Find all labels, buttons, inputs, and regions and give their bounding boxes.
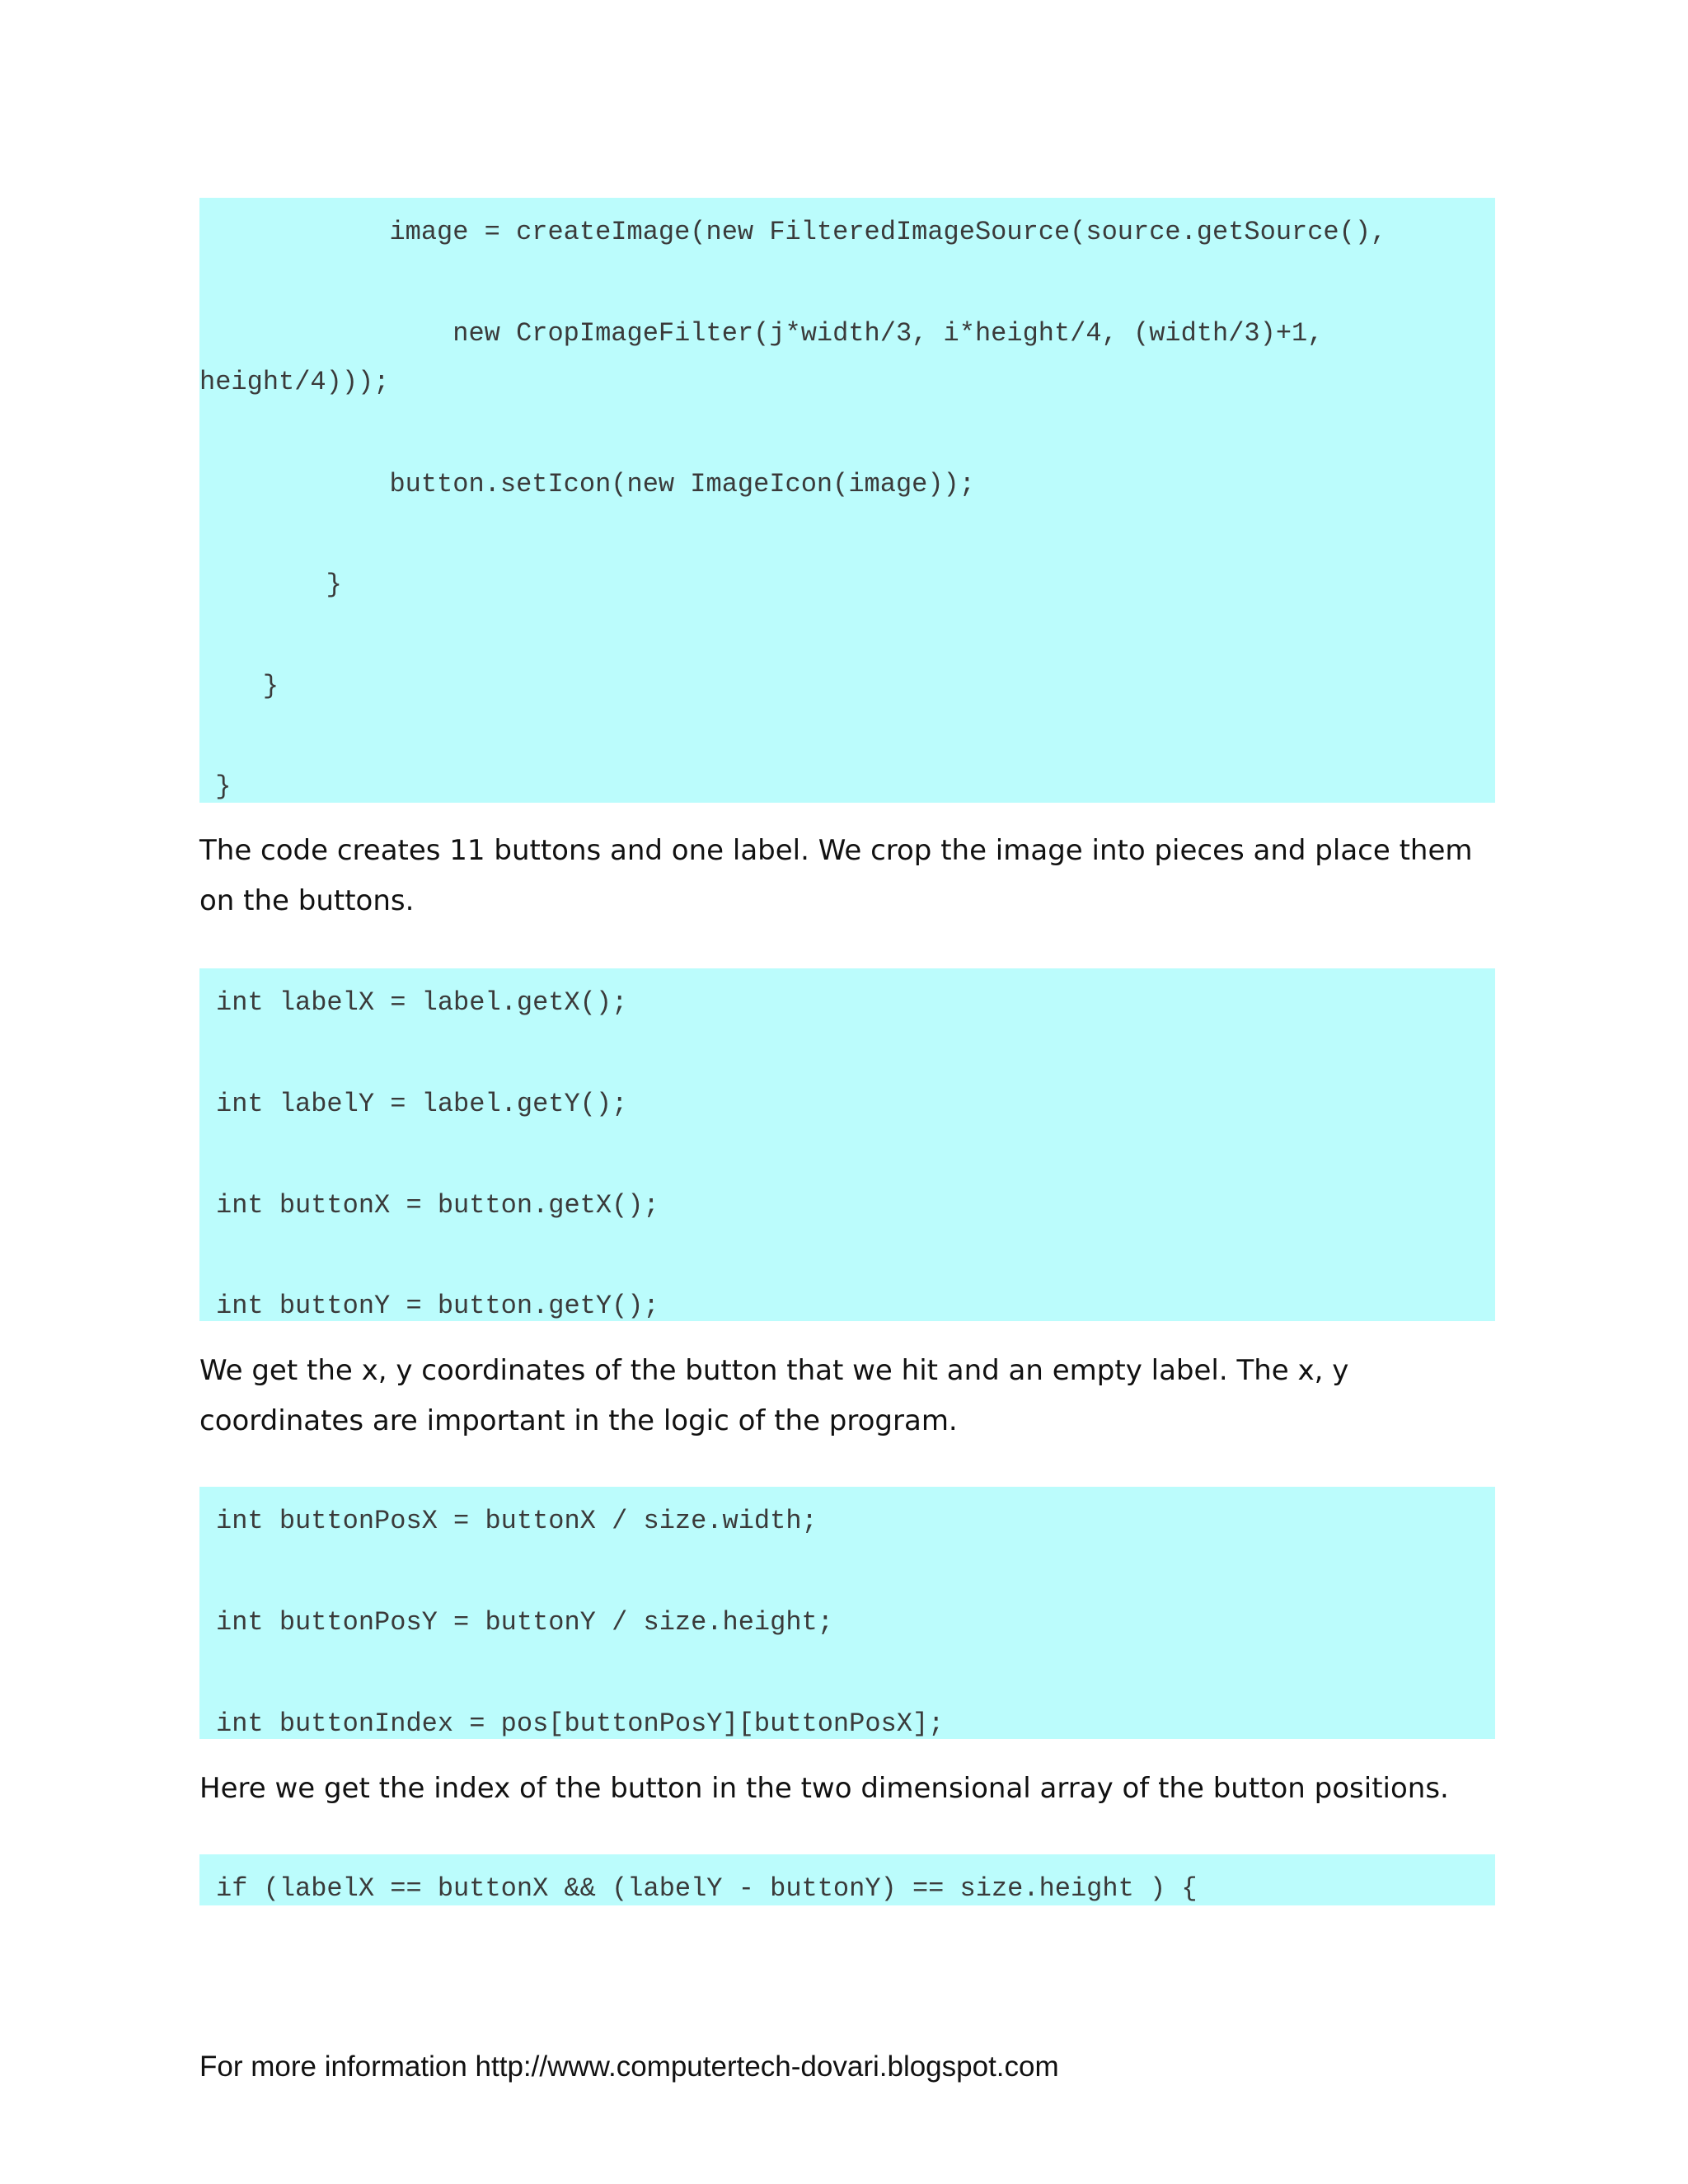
code-line: }: [199, 671, 279, 701]
code-line: }: [199, 771, 232, 802]
code-line: int buttonX = button.getX();: [216, 1190, 659, 1221]
code-line: height/4)));: [199, 367, 390, 397]
code-line: }: [199, 569, 342, 600]
code-line: int labelY = label.getY();: [216, 1089, 628, 1119]
code-block-button-index: [199, 1487, 1495, 1739]
paragraph-coordinates-description: We get the x, y coordinates of the button that we hit and an empty label. The x, y coordinates are important in the logic of the program.: [199, 1354, 1349, 1437]
code-line: image = createImage(new FilteredImageSource(source.getSource(),: [199, 217, 1387, 247]
code-line: int buttonPosY = buttonY / size.height;: [216, 1607, 833, 1638]
code-line: int labelX = label.getX();: [216, 987, 628, 1018]
paragraph-buttons-description: The code creates 11 buttons and one label. We crop the image into pieces and place them on the buttons.: [199, 834, 1473, 917]
code-line: new CropImageFilter(j*width/3, i*height/4, (width/3)+1,: [199, 318, 1324, 349]
footer-more-information: For more information http://www.computertech-dovari.blogspot.com: [199, 2050, 1059, 2083]
code-line: int buttonPosX = buttonX / size.width;: [216, 1506, 818, 1536]
code-block-coordinates: [199, 968, 1495, 1321]
code-line: int buttonY = button.getY();: [216, 1291, 659, 1321]
paragraph-index-description: Here we get the index of the button in the two dimensional array of the button positions.: [199, 1772, 1449, 1805]
code-block-crop-loop: [199, 198, 1495, 803]
code-line: if (labelX == buttonX && (labelY - buttonY) == size.height ) {: [216, 1873, 1198, 1904]
code-line: button.setIcon(new ImageIcon(image));: [199, 469, 975, 499]
code-line: int buttonIndex = pos[buttonPosY][buttonPosX];: [216, 1708, 945, 1739]
code-block-if-condition: [199, 1854, 1495, 1905]
